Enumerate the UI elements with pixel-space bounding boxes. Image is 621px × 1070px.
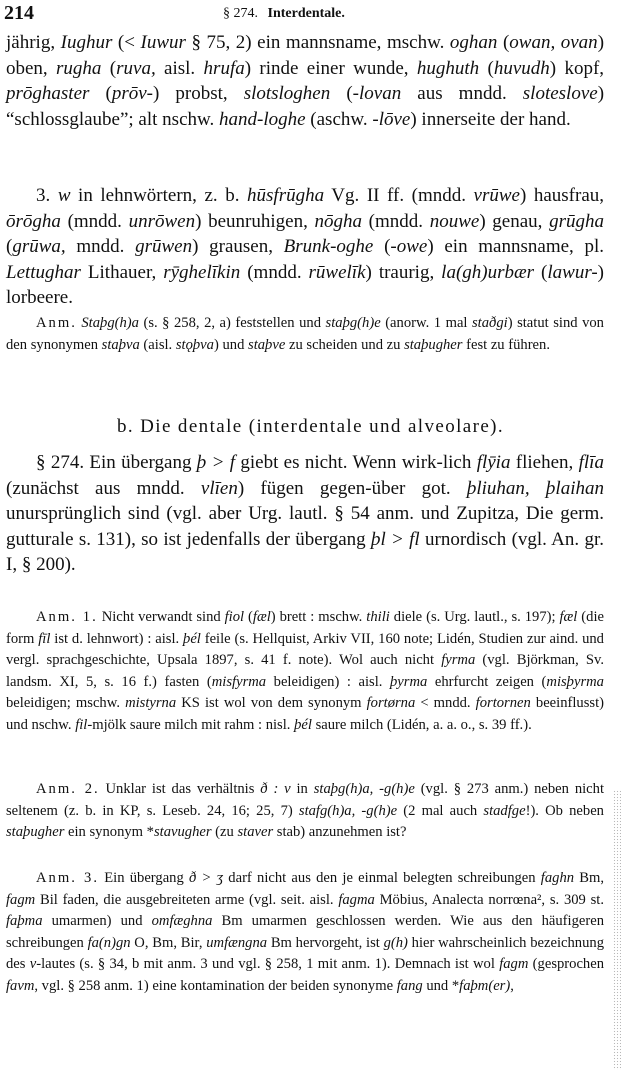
- italic-term: þél: [294, 716, 312, 733]
- text-run: (: [534, 261, 548, 283]
- italic-term: grūgha: [549, 210, 604, 232]
- italic-term: staþg(h)a, -g(h)e: [313, 781, 415, 797]
- italic-term: slotsloghen: [243, 83, 331, 104]
- text-run: saure milch (Lidén, a. a. o., s. 39 ff.).: [311, 716, 532, 733]
- paragraph-274: [6, 450, 604, 578]
- italic-term: -lovan: [352, 83, 402, 104]
- annotation-label: Anm. 2.: [36, 781, 100, 797]
- scan-edge-noise: [613, 790, 621, 1070]
- text-run: ) “schlossglaube”; alt nschw.: [6, 83, 605, 130]
- text-run: Vg. II ff. (mndd.: [324, 185, 474, 206]
- italic-term: favm: [6, 977, 35, 994]
- italic-term: fortørna: [366, 695, 416, 711]
- italic-term: hand-loghe: [219, 108, 306, 130]
- text-run: ein synonym *: [64, 824, 154, 840]
- text-run: und *: [422, 977, 460, 994]
- italic-term: ð > ʒ: [189, 870, 224, 886]
- italic-term: faþma: [6, 913, 43, 929]
- text-run: beeinflusst) und nschw.: [6, 695, 604, 733]
- italic-term: staþg(h)e: [325, 315, 381, 331]
- text-run: ) fügen gegen-über got.: [237, 477, 467, 499]
- text-run: umarmen) und: [42, 913, 152, 929]
- italic-term: owan, ovan: [509, 32, 598, 53]
- text-run: ) innerseite der hand.: [410, 108, 571, 130]
- italic-term: faþm(er): [459, 977, 511, 994]
- text-run: !). Ob neben: [525, 802, 604, 819]
- italic-term: fa(n)gn: [87, 934, 131, 951]
- italic-term: prōv-: [111, 83, 153, 104]
- italic-term: þyrma: [389, 673, 428, 690]
- text-run: urnordisch (vgl. An. gr. I, § 200).: [6, 528, 604, 575]
- italic-term: staþugher: [404, 336, 463, 353]
- text-run: (: [479, 57, 494, 79]
- italic-term: faghn: [540, 870, 575, 886]
- italic-term: misfyrma: [211, 673, 267, 690]
- italic-term: fæl: [252, 609, 271, 625]
- italic-term: staver: [237, 824, 274, 840]
- text-run: (: [89, 83, 112, 104]
- italic-term: stǫþva: [175, 336, 214, 353]
- italic-term: flīa: [578, 452, 604, 473]
- text-run: ) probst,: [152, 83, 244, 104]
- italic-term: unrōwen: [128, 210, 196, 232]
- text-run: darf nicht aus den je einmal belegten schreibungen: [223, 870, 541, 886]
- italic-term: staþve: [248, 336, 286, 353]
- text-run: hier wahrscheinlich bezeichnung des: [6, 934, 604, 972]
- text-run: § 75, 2) ein mannsname, mschw.: [185, 32, 450, 53]
- annotation-anm-1: [6, 607, 604, 736]
- italic-term: fagm: [499, 956, 529, 972]
- text-run: Bm,: [574, 870, 605, 886]
- italic-term: staþva: [101, 336, 140, 353]
- text-run: giebt es nicht. Wenn wirk-lich: [235, 452, 477, 473]
- text-run: Unklar ist das verhältnis: [99, 781, 261, 797]
- text-run: (die form: [6, 609, 604, 647]
- italic-term: Iughur: [60, 32, 113, 53]
- text-run: fliehen,: [510, 452, 579, 473]
- text-run: (: [6, 236, 13, 257]
- text-run: (: [497, 32, 510, 53]
- annotation-label: Anm. 3.: [36, 870, 100, 886]
- italic-term: þliuhan, þlaihan: [466, 477, 604, 499]
- text-run: ) grausen,: [192, 236, 284, 257]
- text-run: ) lorbeere.: [6, 261, 604, 308]
- text-run: Bm umarmen geschlossen werden. Wie aus den häufigeren schreibungen: [6, 913, 604, 951]
- text-run: (mndd.: [240, 261, 309, 283]
- text-run: beleidigen; mschw.: [6, 695, 126, 711]
- italic-term: fortornen: [475, 695, 531, 711]
- italic-term: umfængna: [206, 934, 268, 951]
- text-run: (mndd.: [362, 210, 430, 232]
- text-run: < mndd.: [415, 695, 476, 711]
- text-run: (: [101, 57, 117, 79]
- text-run: Möbius, Analecta norrœna², s. 309 st.: [374, 891, 604, 908]
- italic-term: rȳghelīkin: [163, 261, 241, 283]
- text-run: (: [330, 83, 353, 104]
- text-run: in: [290, 781, 314, 797]
- running-head-section: § 274.: [223, 6, 258, 21]
- text-run: § 274. Ein übergang: [36, 452, 197, 473]
- text-run: ) traurig,: [365, 261, 442, 283]
- italic-term: vrūwe: [473, 185, 520, 206]
- italic-term: staþugher: [6, 824, 65, 840]
- text-run: ) rinde einer wunde,: [244, 57, 417, 79]
- text-run: Bil faden, die ausgebreiteten arme (vgl. seit. aisl.: [35, 891, 339, 908]
- italic-term: prōghaster: [6, 83, 90, 104]
- italic-term: grūwa,: [12, 236, 66, 257]
- text-run: O, Bm, Bir,: [130, 934, 207, 951]
- text-run: (<: [112, 32, 141, 53]
- text-run: stab) anzunehmen ist?: [273, 824, 407, 840]
- text-run: ist d. lehnwort) : aisl.: [50, 630, 184, 647]
- italic-term: hrufa: [203, 57, 245, 79]
- text-run: ehrfurcht zeigen (: [427, 673, 547, 690]
- italic-term: lawur-: [547, 261, 598, 283]
- italic-term: vlīen: [200, 477, 238, 499]
- text-run: Nicht verwandt sind: [97, 609, 225, 625]
- italic-term: fiol: [224, 609, 245, 625]
- text-run: ) oben,: [6, 32, 605, 79]
- italic-term: fagma: [338, 891, 375, 908]
- annotation-anm-2: [6, 779, 604, 844]
- text-run: zu scheiden und zu: [285, 336, 405, 353]
- italic-term: thili: [366, 609, 390, 625]
- text-run: ,: [510, 977, 514, 994]
- italic-term: g(h): [383, 934, 408, 951]
- italic-term: nouwe: [429, 210, 480, 232]
- text-run: ) statut sind von den synonymen: [6, 315, 604, 353]
- italic-term: oghan: [449, 32, 498, 53]
- text-run: ) und: [213, 336, 249, 353]
- text-run: diele (s. Urg. lautl., s. 197);: [389, 609, 560, 625]
- italic-term: stafg(h)a, -g(h)e: [298, 802, 398, 819]
- annotation-anm: [6, 313, 604, 356]
- text-run: ) hausfrau,: [519, 185, 605, 206]
- italic-term: þ > f: [196, 452, 236, 473]
- italic-term: sloteslove: [522, 83, 598, 104]
- italic-term: ōrōgha: [6, 210, 61, 232]
- text-run: (: [373, 236, 391, 257]
- text-run: Lithauer,: [80, 261, 164, 283]
- text-run: (zu: [211, 824, 238, 840]
- italic-term: misþyrma: [546, 673, 604, 690]
- section-heading: b. Die dentale (interdentale und alveolare).: [116, 416, 505, 437]
- text-run: (s. § 258, 2, a) feststellen und: [138, 315, 326, 331]
- italic-term: fagm: [6, 891, 36, 908]
- italic-term: fæl: [559, 609, 578, 625]
- italic-term: rugha: [56, 57, 102, 79]
- running-head-title: Interdentale.: [267, 6, 345, 21]
- annotation-anm-3: [6, 868, 604, 997]
- italic-term: fīl: [38, 630, 51, 647]
- text-run: (vgl. § 273 anm.) neben nicht seltenem (z. b. in KP, s. Leseb. 24, 16; 25, 7): [6, 781, 604, 819]
- text-run: -lautes (s. § 34, b mit anm. 3 und vgl. § 258, 1 mit anm. 1). Demnach ist wol: [36, 956, 500, 972]
- text-run: (: [244, 609, 253, 625]
- italic-term: Lettughar: [6, 261, 81, 283]
- text-run: aus mndd.: [401, 83, 523, 104]
- annotation-label: Anm. 1.: [36, 609, 98, 625]
- italic-term: grūwen: [135, 236, 193, 257]
- italic-term: fil: [75, 716, 88, 733]
- text-run: (aschw.: [305, 108, 373, 130]
- italic-term: mistyrna: [125, 695, 177, 711]
- italic-term: -owe: [390, 236, 428, 257]
- text-run: (vgl. Björkman, Sv. landsm. XI, 5, s. 16 f.) fasten (: [6, 652, 604, 690]
- italic-term: huvudh: [493, 57, 550, 79]
- italic-term: þl > fl: [370, 528, 420, 550]
- text-run: fest zu führen.: [462, 336, 550, 353]
- text-run: jährig,: [6, 32, 61, 53]
- text-run: (zunächst aus mndd.: [6, 477, 201, 499]
- page-header: [0, 2, 600, 26]
- italic-term: omfæghna: [151, 913, 213, 929]
- italic-term: hughuth: [416, 57, 480, 79]
- text-run: (gesprochen: [528, 956, 604, 972]
- text-run: (aisl.: [139, 336, 176, 353]
- page-number: 214: [4, 2, 34, 24]
- text-run: in lehnwörtern, z. b.: [70, 185, 248, 206]
- italic-term: nōgha: [314, 210, 362, 232]
- text-run: (mndd.: [60, 210, 129, 232]
- text-run: , vgl. § 258 anm. 1) eine kontamination der beiden synonyme: [34, 977, 397, 994]
- text-run: (anorw. 1 mal: [380, 315, 472, 331]
- text-run: unursprünglich sind (vgl. aber Urg. lautl. § 54 anm. und Zupitza, Die germ. gutturale s. 131), so ist jedenfalls der übergang: [6, 503, 604, 550]
- annotation-label: Anm.: [36, 315, 77, 331]
- paragraph-3: [6, 183, 604, 311]
- italic-term: flȳia: [476, 452, 511, 473]
- italic-term: -lōve: [372, 108, 411, 130]
- italic-term: Brunk-oghe: [283, 236, 374, 257]
- italic-term: staðgi: [472, 315, 508, 331]
- italic-term: la(gh)urbær: [441, 261, 535, 283]
- text-run: ) ein mannsname, pl.: [427, 236, 605, 257]
- italic-term: v: [29, 956, 37, 972]
- italic-term: ruva,: [116, 57, 156, 79]
- italic-term: Iuwur: [140, 32, 186, 53]
- text-run: beleidigen) : aisl.: [266, 673, 390, 690]
- text-run: 3.: [36, 185, 58, 206]
- italic-term: stavugher: [153, 824, 212, 840]
- italic-term: ð : v: [260, 781, 291, 797]
- italic-term: fang: [396, 977, 423, 994]
- italic-term: fyrma: [441, 652, 476, 668]
- text-run: ) beunruhigen,: [195, 210, 315, 232]
- text-run: ) brett : mschw.: [270, 609, 367, 625]
- italic-term: Staþg(h)a: [81, 315, 139, 331]
- italic-term: rūwelīk: [308, 261, 366, 283]
- paragraph-continuation: [6, 30, 604, 132]
- italic-term: þél: [183, 630, 201, 647]
- text-run: ) kopf,: [549, 57, 605, 79]
- text-run: -mjölk saure milch mit rahm : nisl.: [87, 716, 295, 733]
- text-run: Bm hervorgeht, ist: [267, 934, 384, 951]
- text-run: Ein übergang: [99, 870, 189, 886]
- text-run: KS ist wol von dem synonym: [176, 695, 367, 711]
- text-run: mndd.: [65, 236, 136, 257]
- text-run: feile (s. Hellquist, Arkiv VII, 160 note; Lidén, Studien zur aind. und vergl. sprachgeschichte, Upsala 1897, s. 41 f. note). Wol auch nicht: [6, 630, 604, 668]
- italic-term: stadfge: [483, 802, 526, 819]
- italic-term: hūsfrūgha: [247, 185, 325, 206]
- italic-term: w: [57, 185, 71, 206]
- text-run: aisl.: [155, 57, 204, 79]
- running-head: [223, 6, 345, 22]
- text-run: ) genau,: [479, 210, 550, 232]
- text-run: (2 mal auch: [397, 802, 484, 819]
